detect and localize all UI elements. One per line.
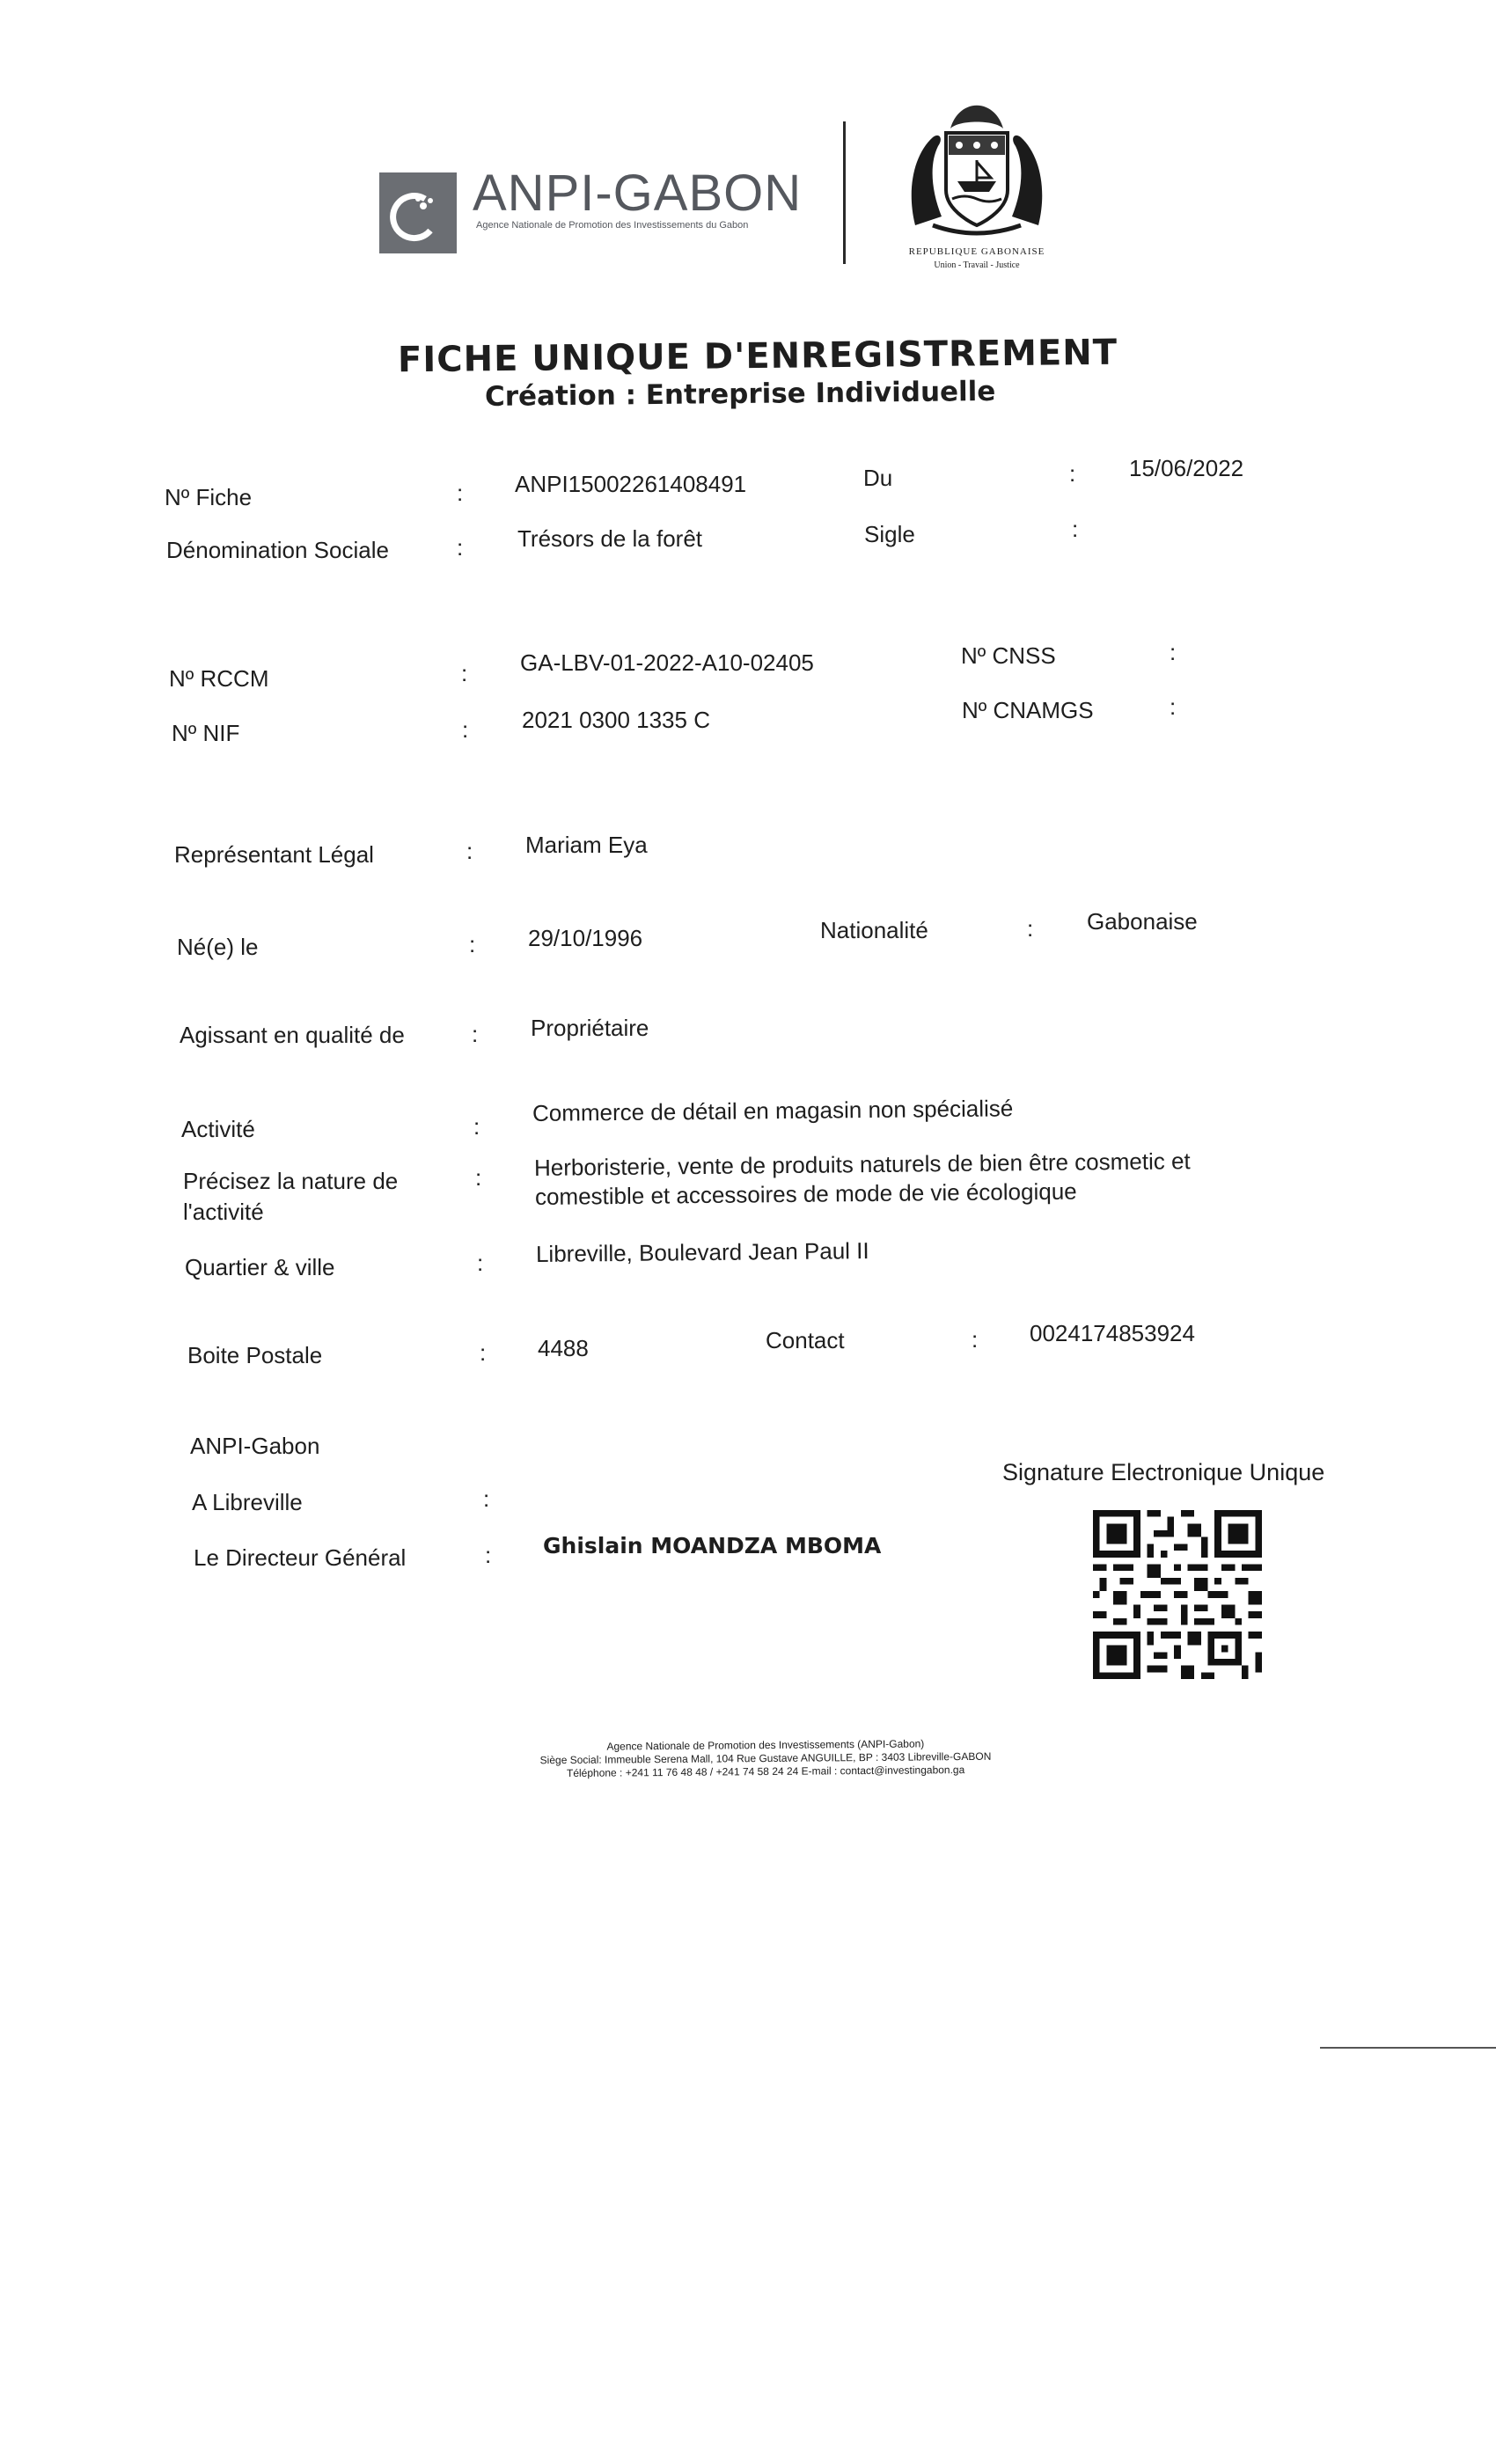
footer-line1: Agence Nationale de Promotion des Investissements (ANPI-Gabon) <box>606 1737 925 1753</box>
director-name: Ghislain MOANDZA MBOMA <box>543 1533 882 1558</box>
signature-role-colon: : <box>485 1542 492 1568</box>
nature-colon: : <box>475 1164 482 1191</box>
sigle-colon: : <box>1072 516 1079 542</box>
qr-code-icon <box>1093 1510 1262 1679</box>
nature-label-line2: l'activité <box>183 1199 264 1225</box>
nature-label-line1: Précisez la nature de <box>183 1168 399 1194</box>
nif-colon: : <box>462 716 469 743</box>
bp-colon: : <box>480 1339 487 1366</box>
date-value: 15/06/2022 <box>1129 455 1244 481</box>
rccm-colon: : <box>461 660 468 686</box>
anpi-logo-icon <box>379 172 457 253</box>
signature-place: A Libreville <box>192 1489 303 1515</box>
nationalite-colon: : <box>1027 915 1034 942</box>
scan-artifact-line <box>1320 2047 1496 2049</box>
contact-label: Contact <box>766 1327 845 1353</box>
bp-label: Boite Postale <box>187 1342 323 1368</box>
date-label: Du <box>863 465 893 491</box>
naissance-colon: : <box>469 931 476 957</box>
org-name: ANPI-GABON <box>473 165 803 222</box>
republic-name: REPUBLIQUE GABONAISE <box>908 246 1045 257</box>
org-full-name: Agence Nationale de Promotion des Investissements du Gabon <box>476 220 749 231</box>
rccm-label: Nº RCCM <box>169 665 269 692</box>
denomination-colon: : <box>457 534 464 561</box>
quartier-value: Libreville, Boulevard Jean Paul II <box>535 1237 869 1267</box>
qualite-label: Agissant en qualité de <box>180 1022 405 1048</box>
representant-label: Représentant Légal <box>174 841 374 868</box>
nature-value-line1: Herboristerie, vente de produits naturels de bien être cosmetic et <box>533 1148 1191 1181</box>
republic-motto: Union - Travail - Justice <box>934 260 1020 270</box>
quartier-label: Quartier & ville <box>185 1254 335 1280</box>
fiche-colon: : <box>457 480 464 506</box>
cnamgs-label: Nº CNAMGS <box>962 697 1094 723</box>
activite-colon: : <box>473 1113 480 1140</box>
denomination-value: Trésors de la forêt <box>517 525 703 552</box>
quartier-colon: : <box>477 1250 484 1276</box>
activite-label: Activité <box>181 1116 255 1142</box>
sigle-label: Sigle <box>864 521 915 547</box>
representant-colon: : <box>466 838 473 864</box>
denomination-label: Dénomination Sociale <box>166 537 389 563</box>
nif-label: Nº NIF <box>172 720 240 746</box>
signature-org: ANPI-Gabon <box>190 1433 320 1459</box>
footer-line3: Téléphone : +241 11 76 48 48 / +241 74 58 24 24 E-mail : contact@investingabon.ga <box>566 1764 965 1779</box>
fiche-label: Nº Fiche <box>165 484 253 510</box>
naissance-value: 29/10/1996 <box>528 925 643 951</box>
signature-place-colon: : <box>483 1485 490 1512</box>
document-title: FICHE UNIQUE D'ENREGISTREMENT <box>397 332 1118 381</box>
cnss-colon: : <box>1170 639 1177 665</box>
representant-value: Mariam Eya <box>525 832 648 858</box>
qualite-value: Propriétaire <box>531 1015 649 1041</box>
gabon-coat-of-arms-icon <box>898 93 1056 243</box>
nature-value-line2: comestible et accessoires de mode de vie écologique <box>534 1177 1077 1210</box>
footer-line2: Siège Social: Immeuble Serena Mall, 104 Rue Gustave ANGUILLE, BP : 3403 Libreville-GABON <box>539 1749 992 1767</box>
rccm-value: GA-LBV-01-2022-A10-02405 <box>520 649 814 676</box>
contact-colon: : <box>972 1326 979 1353</box>
bp-value: 4488 <box>538 1335 589 1361</box>
document-subtitle: Création : Entreprise Individuelle <box>484 375 996 414</box>
header-divider <box>843 121 846 264</box>
nationalite-value: Gabonaise <box>1087 908 1198 935</box>
qr-label: Signature Electronique Unique <box>1002 1459 1325 1485</box>
date-colon: : <box>1069 460 1076 487</box>
naissance-label: Né(e) le <box>177 934 259 960</box>
qualite-colon: : <box>472 1021 479 1047</box>
nationalite-label: Nationalité <box>820 917 928 943</box>
fiche-value: ANPI15002261408491 <box>515 471 747 497</box>
cnss-label: Nº CNSS <box>961 642 1056 669</box>
activite-value: Commerce de détail en magasin non spécialisé <box>532 1095 1014 1126</box>
footer <box>458 1736 1074 1781</box>
signature-role: Le Directeur Général <box>194 1544 407 1571</box>
contact-value: 0024174853924 <box>1030 1320 1195 1346</box>
nif-value: 2021 0300 1335 C <box>522 707 710 733</box>
cnamgs-colon: : <box>1170 693 1177 720</box>
